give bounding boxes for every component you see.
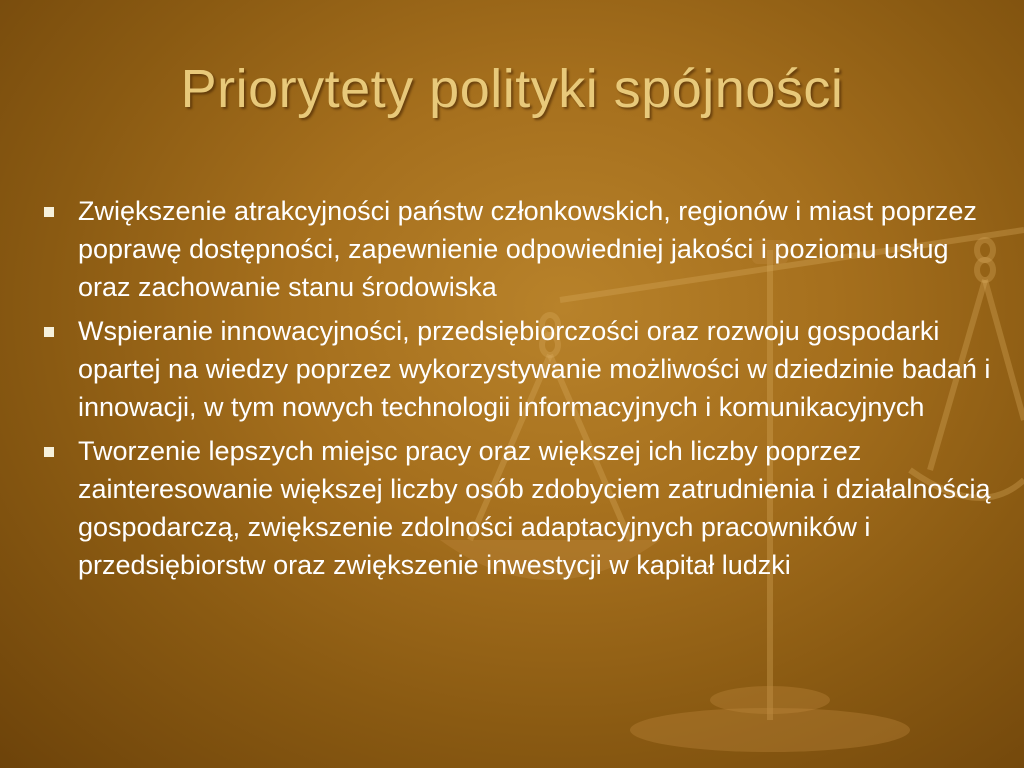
bullet-text: Wspieranie innowacyjności, przedsiębiorczości oraz rozwoju gospodarki opartej na wiedzy poprzez wykorzystywanie możliwości w dziedzinie badań i innowacji, w tym nowych technologii informacyjnych i komunikacyjnych <box>78 316 991 422</box>
bullet-item <box>40 312 1000 426</box>
bullet-list <box>40 192 1000 590</box>
square-bullet-icon <box>44 327 54 337</box>
square-bullet-icon <box>44 447 54 457</box>
bullet-item <box>40 432 1000 584</box>
square-bullet-icon <box>44 207 54 217</box>
bullet-text: Zwiększenie atrakcyjności państw członkowskich, regionów i miast poprzez poprawę dostępności, zapewnienie odpowiedniej jakości i poziomu usług oraz zachowanie stanu środowiska <box>78 196 977 302</box>
slide-title: Priorytety polityki spójności <box>180 59 844 119</box>
bullet-text: Tworzenie lepszych miejsc pracy oraz większej ich liczby poprzez zainteresowanie większej liczby osób zdobyciem zatrudnienia i działalnością gospodarczą, zwiększenie zdolności adaptacyjnych pracowników i przedsiębiorstw oraz zwiększenie inwestycji w kapitał ludzki <box>78 436 991 580</box>
bullet-item <box>40 192 1000 306</box>
